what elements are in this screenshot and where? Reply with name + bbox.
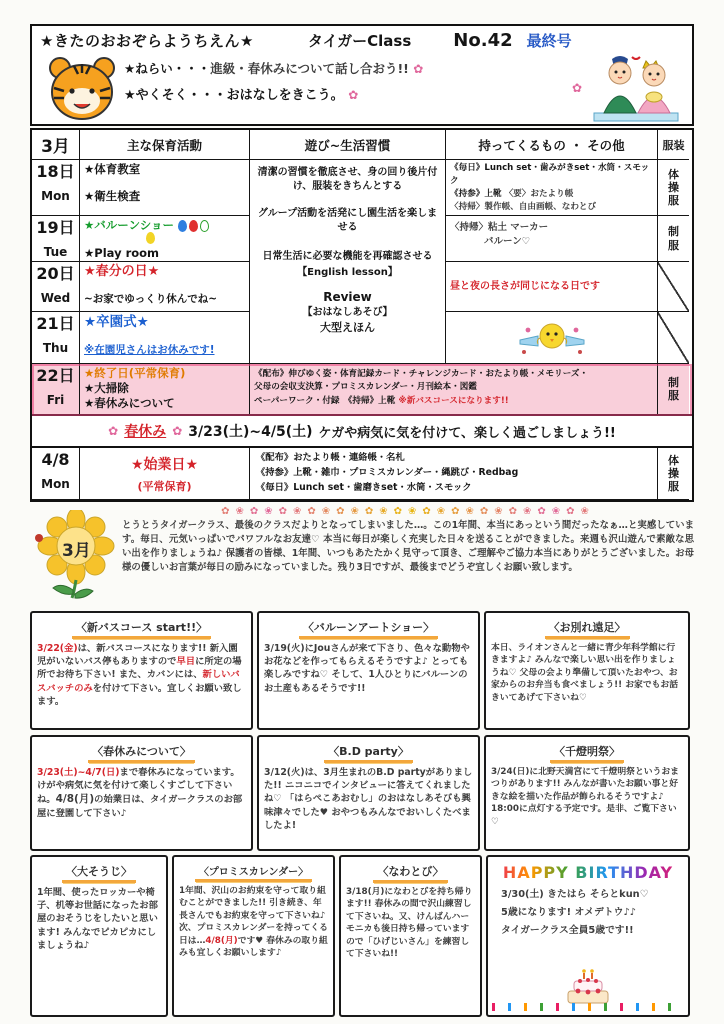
birthday-line: タイガークラス全員5歳です!!	[501, 925, 634, 936]
birthday-line: 3/30(土) きたはら そらとkun♡	[501, 889, 649, 900]
balloon-icon	[178, 218, 211, 233]
aim-label: ★ねらい・・・	[124, 61, 211, 76]
activities-22	[80, 364, 250, 414]
distribution-22	[250, 364, 658, 414]
chick-icon	[516, 318, 588, 358]
tulip-icon: ✿	[172, 424, 183, 438]
birthday-cake-icon	[560, 965, 616, 1007]
box-text: 本日、ライオンさんと一緒に青少年科学館に行きますよ♪ みんなで楽しい思い出を作りましょうね♡ 父母の会より準備して頂いたおやつ、お家からのお弁当も食べましょう!! お家でもお話きいてあげて下さいね♡	[491, 643, 679, 703]
activity-holiday: ★春分の日★	[84, 264, 160, 279]
flower-icon: ✿	[571, 81, 582, 95]
date-red: 3/22(金)	[37, 643, 78, 654]
activity: ★衛生検査	[84, 188, 141, 203]
teacher-message-text: とうとうタイガークラス、最後のクラスだよりとなってしまいました…。この1年間、本当にあっという間だったなぁ…と実感しています。毎日、元気いっぱいでパワフルなお友達♡ 本当に毎日が楽しく充実した日々を送ることができました。来週も沢山遊んで素敵な思い出を作りましょうね♪ 保護者の皆様、1年間、いつもあたたかく見守って頂き、ご理解やご協力本当にありがとうございました。お母様の優しいお言葉が毎日の励みになっていました。残り3日ですが、最後までどうぞ宜しくお願い致します。	[122, 520, 694, 574]
items-21-chick	[446, 312, 658, 364]
clothes-19: 制服	[658, 216, 689, 262]
col-items-header: 持ってくるもの ・ その他	[446, 130, 658, 160]
date-20: 20日	[36, 264, 75, 283]
play-note: 【おはなしあそび】	[302, 307, 393, 319]
dist-bus-note: ※新バスコースになります!!	[398, 395, 509, 406]
box-text: 3/12(火)は、3月生まれのB.D partyがありました!! ニコニコでインタビューに答えてくれましたね♡ 「はらぺこあおむし」のおはなしあそびも興味津々でした♥ おやつもみんなでおいしくたべましたよ!	[264, 767, 473, 831]
date-19: 19日	[36, 218, 75, 237]
play-note: Review	[323, 290, 372, 304]
item-line: 《配布》おたより帳・連絡帳・名札	[256, 452, 405, 463]
activity: ~お家でゆっくり休んでね~	[84, 292, 217, 305]
break-dates: 3/23(土)~4/5(土)	[188, 424, 313, 440]
box-title: 〈なわとび〉	[373, 863, 447, 883]
flower-border-decoration: ✿❀✿❀✿❀✿❀✿❀✿❀✿❀✿❀✿❀✿❀✿❀✿❀✿❀	[122, 506, 694, 517]
box-text: 1年間、使ったロッカーや椅子、机等お世話になったお部屋のおそうじをしたいと思います! みんなでピカピカにしましょうね♪	[37, 887, 158, 951]
activity-start-day: ★始業日★	[130, 457, 199, 473]
item-handwritten-red: 〈要〉おたより帳	[504, 188, 574, 199]
day-48: Mon	[41, 477, 70, 492]
dist-line	[254, 395, 653, 408]
col-activities-header: 主な保育活動	[80, 130, 250, 160]
day-18: Mon	[41, 189, 70, 204]
items-18	[446, 160, 658, 216]
dist-printed: ペーパーワーク・付録 《持帰》上靴	[254, 395, 396, 406]
box-text: 1年間、沢山のお約束を守って取り組むことができました!! 引き続き、年長さんでもお約束を守って下さいね♪ 次、プロミスカレンダーを持ってくる日は…4/8(月)です♥ 春休みの取り組みも宜しくお願いします♪	[179, 886, 328, 959]
flower-icon: ✿	[413, 62, 424, 76]
day-21: Thu	[42, 341, 69, 356]
class-name: タイガーClass	[307, 32, 412, 50]
issue-number: No.42	[453, 30, 513, 51]
box-balloon-art-show	[257, 611, 480, 730]
box-title: 〈千燈明祭〉	[550, 743, 624, 763]
date-red: 3/23(土)~4/7(日)	[37, 767, 120, 778]
dist-line: 父母の会収支決算・プロミスカレンダー・月刊絵本・図鑑	[254, 382, 477, 393]
item-handwritten: バルーン♡	[484, 236, 531, 248]
flower-icon: ✿	[348, 88, 359, 102]
promise-line	[124, 84, 564, 103]
items-20	[446, 262, 658, 312]
info-boxes-row1	[30, 611, 694, 730]
aim-text: 進級・春休みについて話し合おう!!	[210, 61, 409, 76]
march-flower-badge	[30, 506, 122, 606]
activities-21	[80, 312, 250, 364]
box-title: 〈お別れ遠足〉	[545, 619, 630, 639]
teacher-message-section	[30, 506, 694, 606]
date-cell-21	[32, 312, 80, 364]
box-text: 3/23(土)~4/7(日)まで春休みになっています。けがや病気に気を付けて楽しくすごして下さいね。4/8(月)の始業日は、タイガークラスのお部屋に登園して下さい♪	[37, 767, 243, 820]
activity-last-day: ★終了日(平常保育)	[84, 366, 186, 380]
box-text: 3/24(日)に北野天満宮にて千燈明祭というおまつりがあります!! みんなが書いたお願い事と好きな絵を描いた作品が飾られるそうですよ♪ 18:00に点灯する予定です。是非、ご覧下さい♡	[491, 767, 679, 827]
play-note: 大型えほん	[320, 320, 375, 334]
play-column	[250, 160, 446, 364]
clothes-48: 体操服	[658, 448, 689, 500]
activity: ★バルーンショー	[84, 218, 175, 232]
item-line	[450, 188, 653, 201]
spring-break-banner	[30, 414, 694, 448]
box-title: 〈バルーンアートショー〉	[299, 619, 438, 639]
items-48	[250, 448, 658, 500]
activity: ★春休みについて	[84, 395, 175, 410]
header-body	[40, 53, 684, 123]
header-title-row	[40, 30, 684, 51]
day-22: Fri	[46, 393, 65, 408]
tulip-icon: ✿	[108, 424, 119, 438]
box-title: 〈春休みについて〉	[88, 743, 195, 763]
newsletter-sheet	[30, 24, 694, 1017]
box-text: 3/19(火)にJouさんが来て下さり、色々な動物やお花などを作ってもらえるそうですよ♪ とっても楽しみですね♡ そして、1人ひとりにバルーンのお土産もあるそうです!!	[264, 643, 470, 694]
date-cell-20	[32, 262, 80, 312]
date-18: 18日	[36, 162, 75, 181]
aim-line	[124, 59, 564, 77]
activity-graduation: ★卒園式★	[84, 314, 149, 330]
box-sento-myo-festival	[484, 735, 690, 851]
info-boxes-row3	[30, 855, 694, 1017]
box-jump-rope	[339, 855, 482, 1017]
date-cell-22	[32, 364, 80, 414]
play-note: グループ活動を活発にし園生活を楽しませる	[257, 208, 438, 233]
month-badge: 3月	[62, 541, 91, 561]
box-text: 3/22(金)は、新バスコースになります!! 新入園児がいないバス停もありますので早目に所定の場所でお待ち下さい! また、カバンには、新しいバスバッチのみを付けて下さい。宜しくお願い致します。	[37, 643, 242, 707]
activities-19	[80, 216, 250, 262]
activities-48	[80, 448, 250, 500]
play-note: 【English lesson】	[297, 266, 398, 278]
date-22: 22日	[36, 366, 75, 385]
box-title: 〈大そうじ〉	[62, 863, 136, 883]
item-line: 《持参》上靴・雑巾・プロミスカレンダー・縄跳び・Redbag	[256, 466, 519, 478]
emphasis-bold: 4/8(月)	[55, 793, 95, 806]
box-promise-calendar	[172, 855, 335, 1017]
date-48: 4/8	[41, 450, 70, 469]
box-bd-party	[257, 735, 480, 851]
break-label: 春休み	[124, 424, 167, 440]
box-title: 〈B.D party〉	[324, 743, 413, 763]
schedule-table	[30, 128, 694, 416]
date-cell-18	[32, 160, 80, 216]
date-cell-48	[32, 448, 80, 500]
start-day-row	[30, 446, 694, 502]
day-19: Tue	[43, 245, 68, 260]
box-happy-birthday	[486, 855, 690, 1017]
col-play-header: 遊び~生活習慣	[250, 130, 446, 160]
dist-line: 《配布》伸びゆく姿・体育記録カード・チャレンジカード・おたより帳・メモリーズ・	[254, 369, 589, 379]
date-21: 21日	[36, 314, 75, 333]
tiger-icon	[40, 53, 124, 123]
info-boxes-row2	[30, 735, 694, 851]
item-handwritten: 〈持帰〉製作帳、自由画帳、なわとび	[450, 201, 597, 212]
clothes-21-none	[658, 312, 689, 364]
balloon-icon	[146, 232, 155, 244]
box-title: 〈新バスコース start!!〉	[72, 619, 211, 639]
box-title: 〈プロミスカレンダー〉	[195, 863, 312, 882]
month-header: 3月	[32, 130, 80, 160]
col-clothes-header: 服装	[658, 130, 689, 160]
note-equinox: 昼と夜の長さが同じになる日です	[450, 281, 600, 292]
birthday-line: 5歳になります! オメデトウ♪♪	[501, 907, 636, 918]
activity: ★Play room	[84, 245, 160, 260]
box-text: 3/18(月)になわとびを持ち帰ります!! 春休みの間で沢山練習して下さいね。又、けんばんハーモニカも後日持ち帰っていますので「ひげじいさん」を練習して下さいね!!	[346, 887, 473, 960]
candle-decoration	[492, 1003, 684, 1011]
activities-18	[80, 160, 250, 216]
activity: ★大掃除	[84, 380, 129, 395]
items-19	[446, 216, 658, 262]
clothes-22: 制服	[658, 364, 689, 414]
box-farewell-trip	[484, 611, 690, 730]
item-line: 《毎日》Lunch set・歯磨きset・水筒・スモック	[256, 481, 472, 493]
activities-20	[80, 262, 250, 312]
break-message: ケガや病気に気を付けて、楽しく過ごしましょう!!	[318, 425, 616, 441]
box-new-bus-course	[30, 611, 253, 730]
date-red: 4/8(月)	[205, 935, 238, 946]
play-note: 清潔の習慣を徹底させ、身の回り後片付け、服装をきちんとする	[257, 167, 438, 192]
newsletter-header	[30, 24, 694, 126]
promise-text: ★やくそく・・・おはなしをきこう。	[124, 88, 344, 103]
clothes-20-none	[658, 262, 689, 312]
play-note: 日常生活に必要な機能を再確認させる	[262, 251, 433, 262]
item-printed: 《持参》上靴	[450, 188, 502, 199]
emphasis-red: 新しいバスバッチのみ	[37, 669, 240, 694]
box-spring-break	[30, 735, 253, 851]
emphasis-red: 早目	[176, 656, 196, 668]
header-goals	[124, 53, 564, 123]
hina-dolls-icon	[564, 53, 684, 123]
day-20: Wed	[40, 291, 71, 306]
item-line: 《毎日》Lunch set・歯みがきset・水筒・スモック	[450, 163, 650, 186]
date-cell-19	[32, 216, 80, 262]
school-name: ★きたのおおぞらようちえん★	[40, 32, 254, 50]
activity-note: ※在園児さんはお休みです!	[84, 343, 215, 356]
clothes-18: 体操服	[658, 160, 689, 216]
activity-note: (平常保育)	[137, 480, 192, 493]
message-body	[122, 506, 694, 606]
box-big-cleaning	[30, 855, 168, 1017]
final-issue-label: 最終号	[526, 32, 572, 50]
birthday-title: HAPPY BIRTHDAY	[493, 863, 683, 882]
activity: ★体育教室	[84, 162, 141, 176]
item-handwritten: 〈持帰〉粘土 マーカー	[450, 222, 549, 233]
